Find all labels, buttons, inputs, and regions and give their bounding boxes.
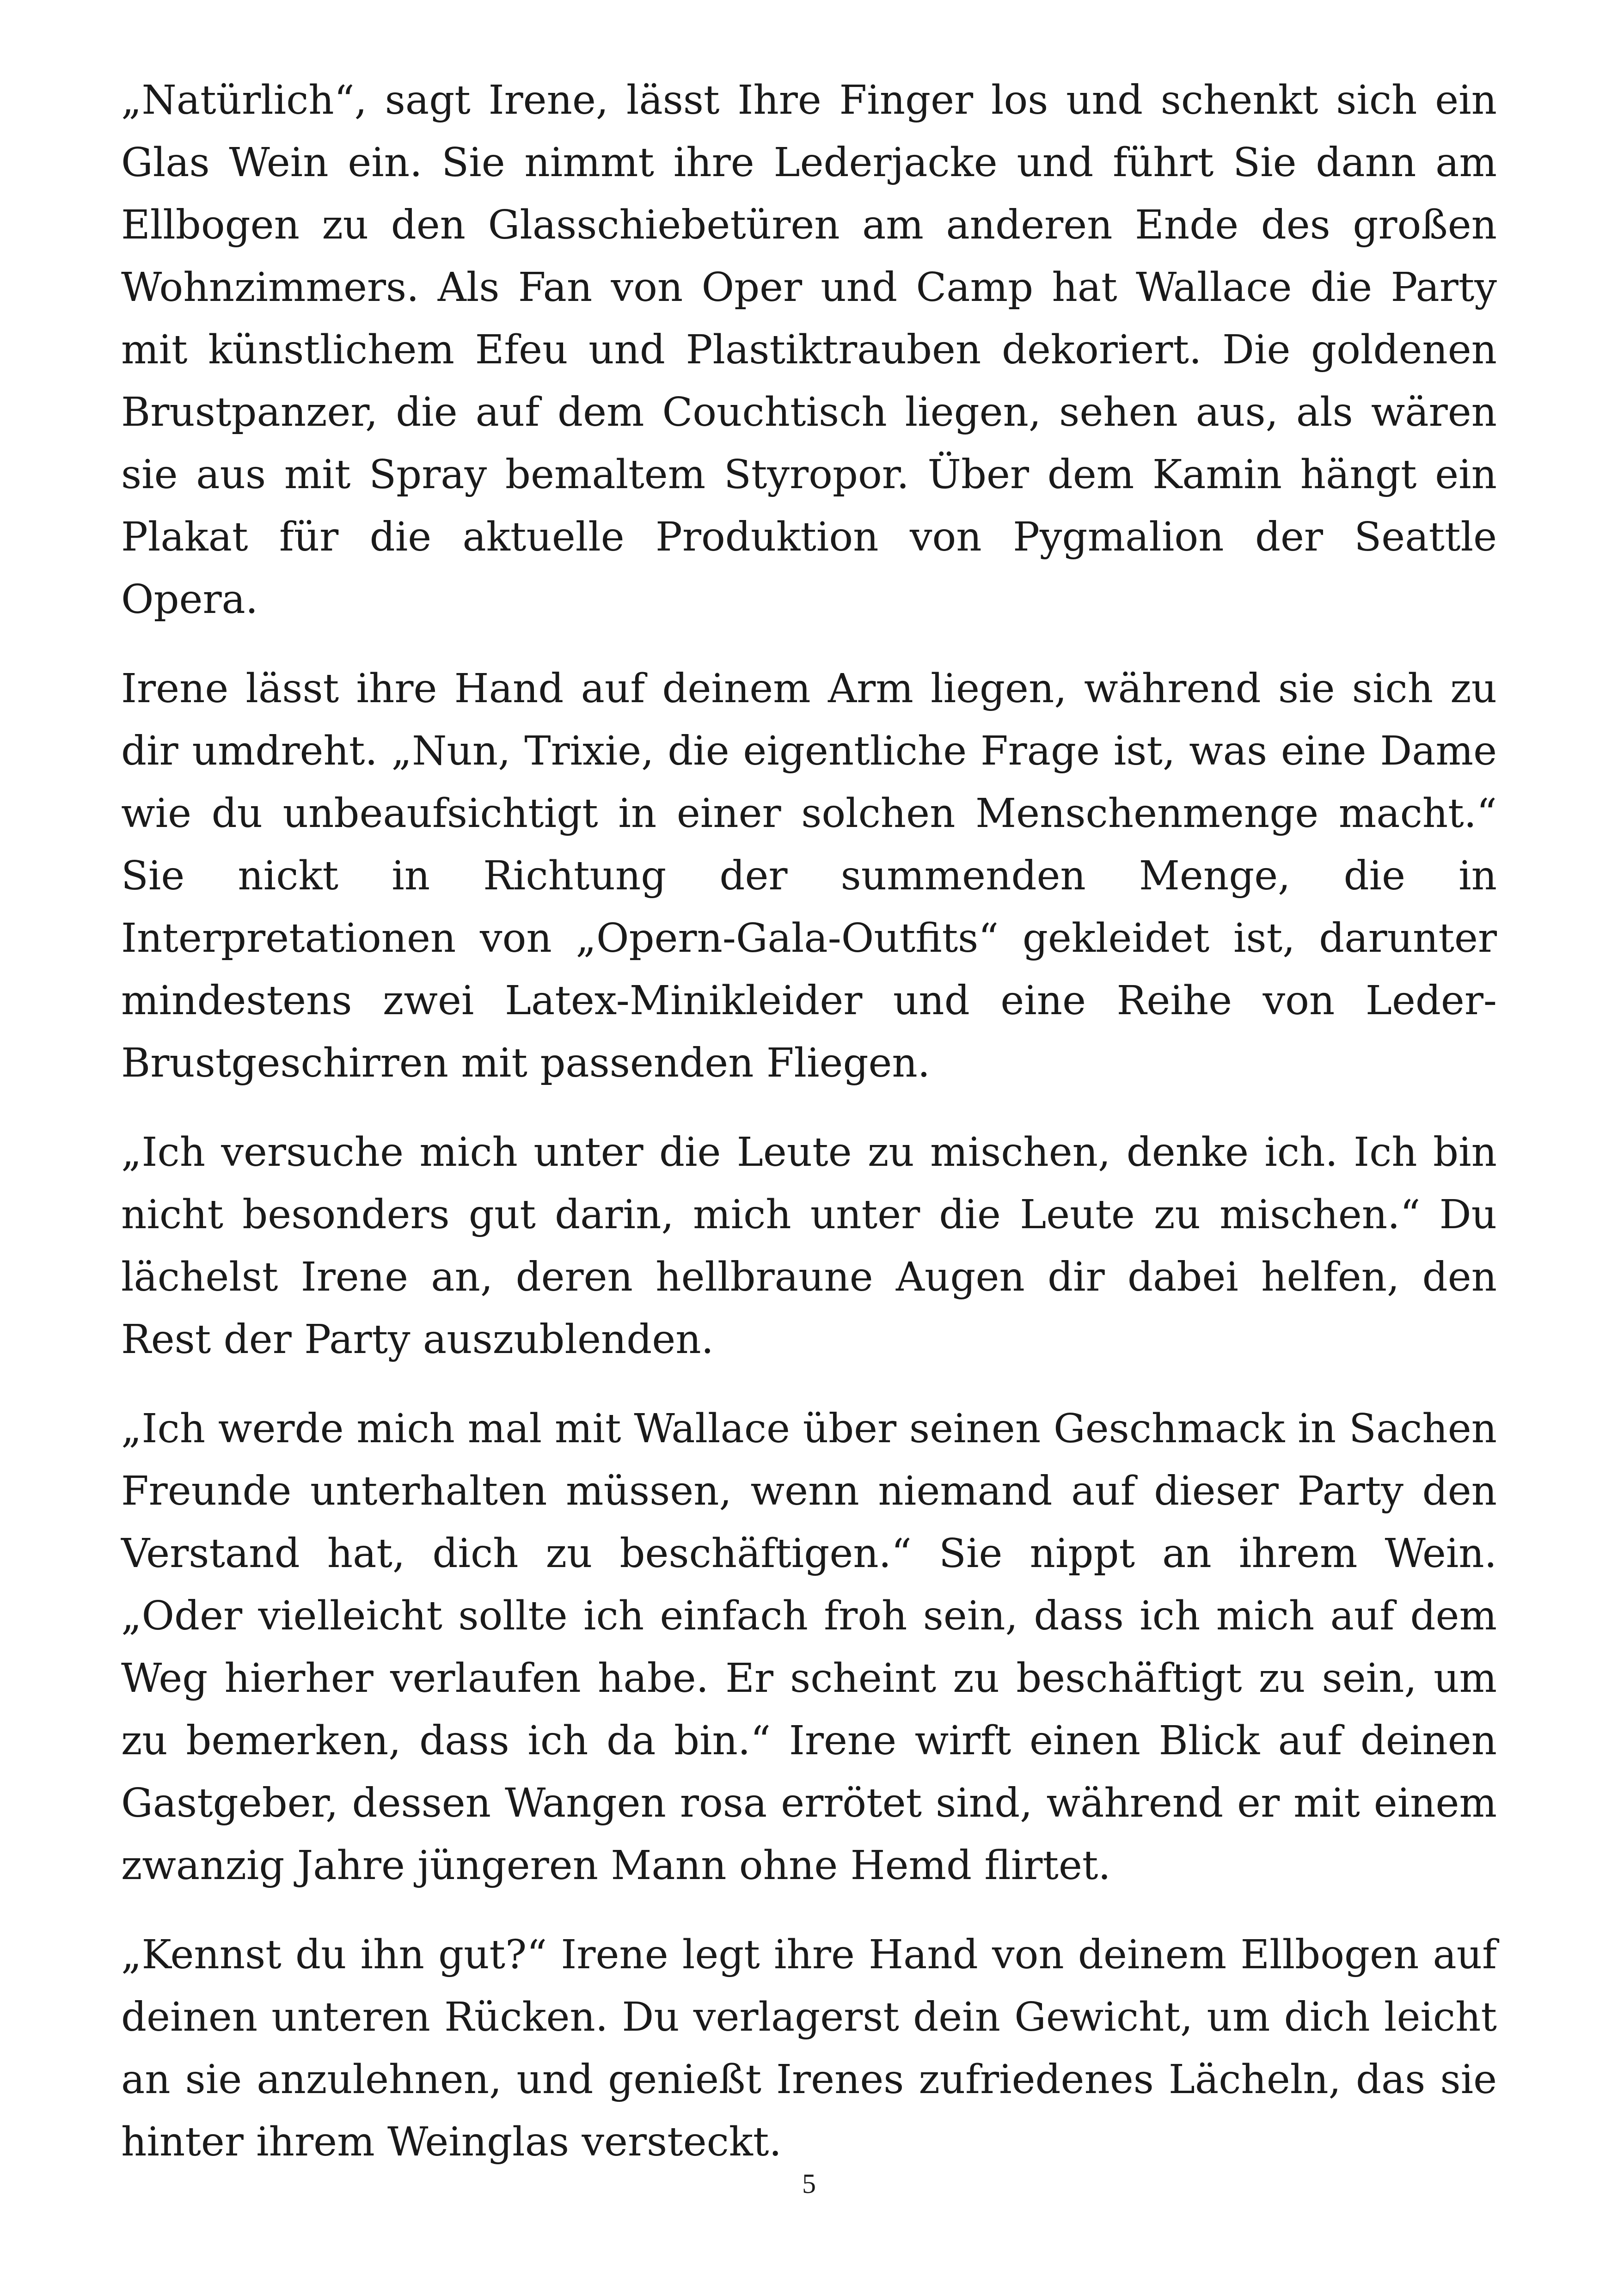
page-number: 5 (802, 2168, 816, 2199)
paragraph-1: „Natürlich“, sagt Irene, lässt Ihre Finger los und schenkt sich ein Glas Wein ein. Sie nimmt ihre Lederjacke und führt Sie dann am Ellbogen zu den Glasschiebetüren am anderen Ende des großen Wohnzimmers. Als Fan von Oper und Camp hat Wallace die Party mit künstlichem Efeu und Plastiktrauben dekoriert. Die goldenen Brustpanzer, die auf dem Couchtisch liegen, sehen aus, als wären sie aus mit Spray bemaltem Styropor. Über dem Kamin hängt ein Plakat für die aktuelle Produktion von Pygmalion der Seattle Opera. (121, 77, 1497, 623)
body-text (121, 69, 1497, 2200)
paragraph-4: „Ich werde mich mal mit Wallace über seinen Geschmack in Sachen Freunde unterhalten müssen, wenn niemand auf dieser Party den Verstand hat, dich zu beschäftigen.“ Sie nippt an ihrem Wein. „Oder vielleicht sollte ich einfach froh sein, dass ich mich auf dem Weg hierher verlaufen habe. Er scheint zu beschäftigt zu sein, um zu bemerken, dass ich da bin.“ Irene wirft einen Blick auf deinen Gastgeber, dessen Wangen rosa errötet sind, während er mit einem zwanzig Jahre jüngeren Mann ohne Hemd flirtet. (121, 1406, 1497, 1889)
paragraph-2: Irene lässt ihre Hand auf deinem Arm liegen, während sie sich zu dir umdreht. „Nun, Trixie, die eigentliche Frage ist, was eine Dame wie du unbeaufsichtigt in einer solchen Menschenmenge macht.“ Sie nickt in Richtung der summenden Menge, die in Interpretationen von „Opern-Gala-Outfits“ gekleidet ist, darunter mindestens zwei Latex-Minikleider und eine Reihe von Leder-Brustgeschirren mit passenden Fliegen. (121, 666, 1497, 1086)
paragraph-5: „Kennst du ihn gut?“ Irene legt ihre Hand von deinem Ellbogen auf deinen unteren Rücken. Du verlagerst dein Gewicht, um dich leicht an sie anzulehnen, und genießt Irenes zufriedenes Lächeln, das sie hinter ihrem Weinglas versteckt. (121, 1932, 1497, 2165)
paragraph-3: „Ich versuche mich unter die Leute zu mischen, denke ich. Ich bin nicht besonders gut darin, mich unter die Leute zu mischen.“ Du lächelst Irene an, deren hellbraune Augen dir dabei helfen, den Rest der Party auszublenden. (121, 1129, 1497, 1363)
